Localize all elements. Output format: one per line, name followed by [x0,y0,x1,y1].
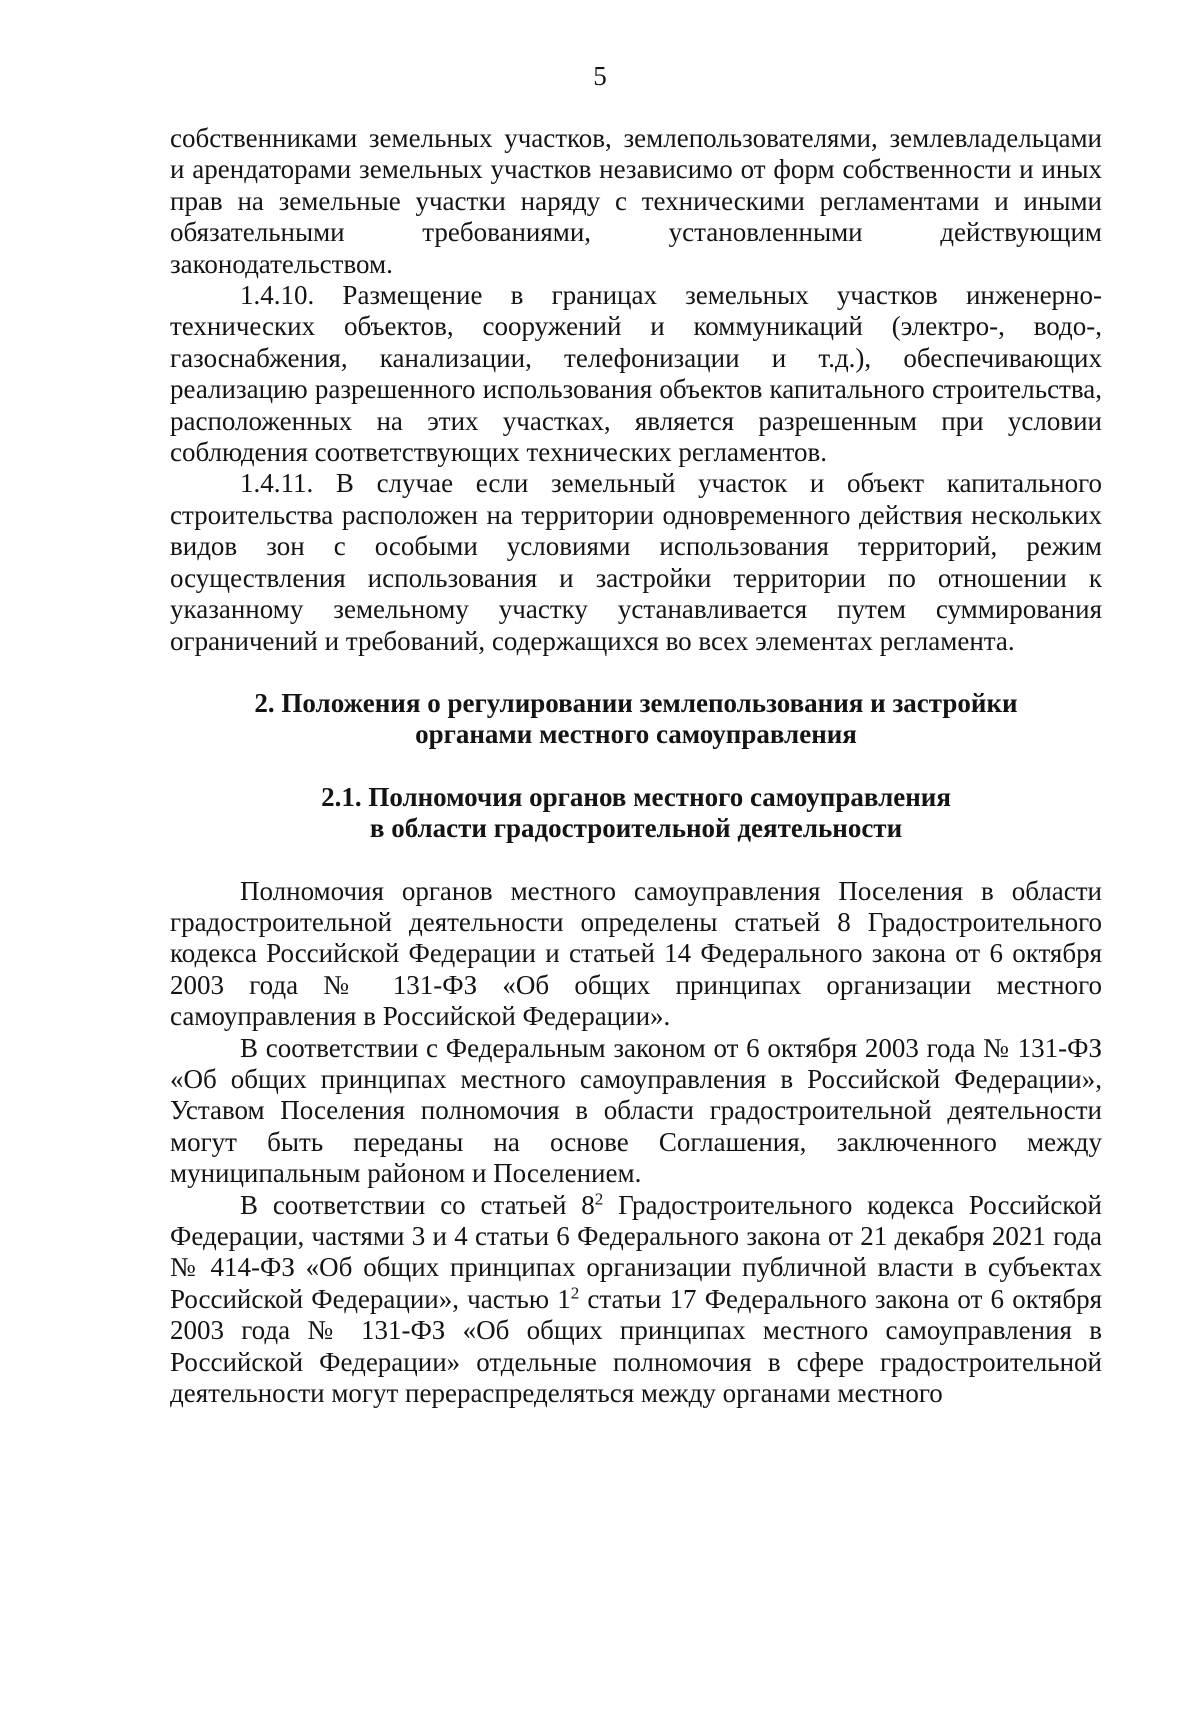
section-2-heading [170,688,1102,751]
section-2-1-paragraph-3 [170,1190,1102,1410]
section-2-1-heading-line-2: в области градостроительной деятельности [369,813,903,844]
superscript-part-1-2: 2 [570,1283,580,1303]
section-2-1-paragraph-1: Полномочия органов местного самоуправления Поселения в области градостроительной деятельности определены статьей 8 Градостроительного кодекса Российской Федерации и статьей 14 Федерального закона от 6 октября 2003 года № 131-ФЗ «Об общих принципах организации местного самоуправления в Российской Федерации». [170,875,1102,1032]
superscript-article-8-2: 2 [594,1189,604,1209]
section-2-heading-line-2: органами местного самоуправления [415,719,857,750]
section-2-1-paragraph-2: В соответствии с Федеральным законом от 6 октября 2003 года № 131-ФЗ «Об общих принципах местного самоуправления в Российской Федерации», Уставом Поселения полномочия в области градостроительной деятельности могут быть переданы на основе Соглашения, заключенного между муниципальным районом и Поселением. [170,1032,1102,1189]
document-body [170,123,1102,1409]
section-spacer [170,845,1102,876]
section-2-1-heading [170,782,1102,845]
continuation-paragraph: собственниками земельных участков, землепользователями, землевладельцами и арендаторами земельных участков независимо от форм собственности и иных прав на земельные участки наряду с техническими регламентами и иными обязательными требованиями, установленными действующим законодательством. [170,123,1102,279]
paragraph-1-4-10: 1.4.10. Размещение в границах земельных участков инженерно-технических объектов, сооружений и коммуникаций (электро-, водо-, газоснабжения, канализации, телефонизации и т.д.), обеспечивающих реализацию разрешенного использования объектов капитального строительства, расположенных на этих участках, является разрешенным при условии соблюдения соответствующих технических регламентов. [170,280,1102,468]
section-2-1-heading-line-1: 2.1. Полномочия органов местного самоуправления [321,781,951,812]
page-number: 5 [593,61,607,91]
paragraph-3-part-1: В соответствии со статьей 8 [240,1189,595,1220]
paragraph-1-4-11: 1.4.11. В случае если земельный участок и объект капитального строительства расположен на территории одновременного действия нескольких видов зон с особыми условиями использования территорий, режим осуществления использования и застройки территории по отношении к указанному земельному участку устанавливается путем суммирования ограничений и требований, содержащихся во всех элементах регламента. [170,468,1102,656]
paragraph-3-part-2: Градостроительного кодекса Российской Федерации, частями 3 и 4 статьи 6 Федерального закона от 21 декабря 2021 года № 414-ФЗ «Об общих принципах организации публичной власти в субъектах Российской Федерации», частью 1 [170,1189,1102,1314]
paragraph-3-part-3: статьи 17 Федерального закона от 6 октября 2003 года № 131-ФЗ «Об общих принципах местного самоуправления в Российской Федерации» отдельные полномочия в сфере градостроительной деятельности могут перераспределяться между органами местного [170,1283,1103,1409]
section-2-heading-line-1: 2. Положения о регулировании землепользования и застройки [254,687,1018,718]
